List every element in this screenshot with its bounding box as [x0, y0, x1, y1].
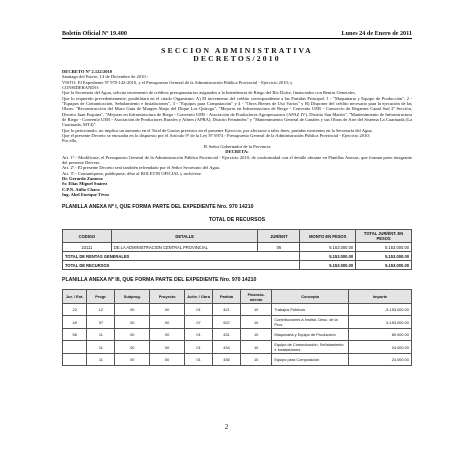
annex-1-title: PLANILLA ANEXA Nº I, QUE FORMA PARTE DEL EXPEDIENTE Nro. 970 14210	[62, 204, 254, 211]
decree-number: DECRETO Nº 2.122/2010	[62, 69, 113, 74]
resources-table	[62, 229, 412, 270]
column-header: CODIGO	[63, 230, 112, 243]
decree-body	[62, 69, 412, 197]
annex-1-subtitle: TOTAL DE RECURSOS	[208, 217, 266, 224]
cell-activity: 01	[185, 304, 213, 316]
table-row	[63, 341, 412, 354]
cell-concept: Equipo de Comunicación, Señalamiento e Instalaciones	[272, 341, 349, 354]
decree-place-date: Santiago del Estero, 14 de Diciembre de 2010.-	[62, 74, 149, 80]
cell-activity: 01	[185, 341, 213, 354]
section-title-sub: DECRETOS/2010	[193, 54, 281, 63]
cell-concept: Maquinaria y Equipo de Producción	[272, 329, 349, 341]
cell-amount: 5.153.000.00	[349, 316, 412, 329]
cell-jur	[63, 341, 87, 354]
cell-activity: 01	[185, 354, 213, 366]
column-header: Financia- miento	[240, 290, 271, 304]
decree-paragraph-4: Por ello,	[62, 138, 78, 144]
cell-amount: 24.000.00	[349, 341, 412, 354]
column-header: Partida	[213, 290, 241, 304]
cell-partida: 421	[213, 304, 241, 316]
decree-visto: VISTO: El Expediente Nº 970-142-2010, y el Presupuesto General de la Administración Pública Provincial - Ejercicio 2010; y	[62, 79, 293, 85]
cell-total: 5.153.000.00	[356, 243, 412, 252]
section-title-main: SECCION ADMINISTRATIVA	[161, 46, 313, 55]
decree-paragraph-3: Que el presente Decreto se encuadra en lo dispuesto por el Artículo 9º de la Ley Nº 6974 - Presupuesto General de la Administración Pública Provincial - Ejercicio 2010;	[62, 133, 370, 139]
cell-project: 00	[150, 329, 185, 341]
page-header	[62, 30, 412, 37]
cell-activity: 07	[185, 316, 213, 329]
signatory: C.P.N. Atilio Chara	[62, 186, 100, 192]
cell-prog: 11	[87, 354, 115, 366]
cell-partida: 431	[213, 329, 241, 341]
cell-project: 00	[150, 316, 185, 329]
bulletin-date: Lunes 24 de Enero de 2011	[341, 30, 412, 37]
cell-project: 00	[150, 354, 185, 366]
cell-jur-ent: 06	[258, 243, 300, 252]
cell-jur: 56	[63, 329, 87, 341]
total-label: TOTAL DE RENTAS GENERALES	[63, 252, 300, 261]
decree-governor-line: El Señor Gobernador de la Provincia	[203, 143, 271, 149]
column-header: TOTAL JUR/ENT. EN PESOS	[356, 230, 412, 243]
cell-project: 00	[150, 341, 185, 354]
cell-prog: 97	[87, 316, 115, 329]
cell-subprog: 00	[115, 354, 150, 366]
column-header: Activ. / Obra	[185, 290, 213, 304]
cell-amount: 80.000.00	[349, 329, 412, 341]
total-label: TOTAL DE RECURSOS	[63, 261, 300, 270]
decree-paragraph-2: Que lo peticionado, no implica un aumento en el Total de Gastos previstos en el presente Ejercicio, por afectarse a tales fines, partidas existentes en la Secretaría del Agua.	[62, 127, 373, 133]
annex-3-title: PLANILLA ANEXA Nº III, QUE FORMA PARTE DEL EXPEDIENTE Nro. 970 14210	[62, 277, 257, 284]
cell-detail: DE LA ADMINISTRACION CENTRAL PROVINCIAL	[111, 243, 258, 252]
table-header-row	[63, 230, 412, 243]
cell-financing: 10	[240, 316, 271, 329]
decree-considerando-label: CONSIDERANDO:	[62, 85, 100, 91]
table-row	[63, 304, 412, 316]
cell-concept: Equipo para Computación	[272, 354, 349, 366]
table-total-row	[63, 252, 412, 261]
cell-amount: 5.153.000.00	[300, 243, 356, 252]
cell-concept: Contribuciones a Institut. Desc. de la Prov.	[272, 316, 349, 329]
section-title	[62, 47, 412, 63]
column-header: Proyecto	[150, 290, 185, 304]
column-header: MONTO EN PESOS	[300, 230, 356, 243]
column-header: Progr.	[87, 290, 115, 304]
page-number: 2	[224, 423, 229, 431]
cell-activity: 01	[185, 329, 213, 341]
cell-partida: 922	[213, 316, 241, 329]
decree-article-1: Art. 1º.- Modifícase, el Presupuesto General de la Administración Pública Provincial - Ejercicio 2010, de conformidad con el detalle obrante en Planillas Anexas, que forman parte integrante del presente Decreto.	[62, 154, 412, 165]
decree-article-3: Art. 3º.- Comuníquese, publíquese, dése al BOLETIN OFICIAL y archívese.	[62, 170, 202, 176]
column-header: Concepto	[272, 290, 349, 304]
decree-considerando: Que la Secretaría del Agua, solicita incremento de créditos presupuestarios asignados a la Intendencia de Riego del Río Dulce, financiados con Rentas Generales.	[62, 90, 356, 96]
cell-subprog: 00	[115, 316, 150, 329]
table-row	[63, 243, 412, 252]
total-amount: 5.153.000.00	[300, 261, 356, 270]
table-row	[63, 354, 412, 366]
decree-paragraph-1: Que lo requerido precedentemente, posibilitará en el citado Organismo: A) El incremento del crédito correspondiente a las Partidas Principal: 1 - "Maquinaria y Equipo de Producción", 2 - "Equipos de Comunicación, Señalamiento e Instalaciones", 3 - "Equipos para Computación" y 4 - "Otros Bienes de Uso Varios" y B) Disponer del crédito necesario para la ejecución de las Obras: "Reconstrucción del Muro Guía de Margen Abajo del Dique Los Quiroga", "Mejoras en Infraestructura de Riego - Convenio UER - Consorcio de Regantes Canal Sud 2º Sección, Distrito Juan Esquina", "Mejoras en Infraestructura de Riego - Convenio UER - Asociación de Productores Agropecuarios (APAZ IV), Distrito San Martín", "Mantenimiento de Infraestructura de Riego - Convenio UER - Asociación de Productores Rurales y Afines (APRA), Distrito Fernández" y "Mantenimiento General de Canales y sus Obras de Arte del Sistema La Cuartuada (La Cuartuada, MT4)".	[62, 95, 412, 128]
cell-financing: 10	[240, 304, 271, 316]
cell-jur: 49	[63, 316, 87, 329]
table-header-row	[63, 290, 412, 304]
table-total-row	[63, 261, 412, 270]
table-row	[63, 329, 412, 341]
signatory: Ing. Abel Enrique Tévez	[62, 191, 110, 197]
cell-financing: 10	[240, 341, 271, 354]
total-amount: 5.153.000.00	[300, 252, 356, 261]
cell-subprog: 00	[115, 341, 150, 354]
cell-amount: -5.153.000.00	[349, 304, 412, 316]
cell-financing: 10	[240, 329, 271, 341]
cell-financing: 10	[240, 354, 271, 366]
total-jur-amount: 5.153.000.00	[356, 261, 412, 270]
cell-code: 23111	[63, 243, 112, 252]
signatory: Sr. Elías Miguel Suárez	[62, 181, 108, 187]
cell-partida: 434	[213, 341, 241, 354]
column-header: Subprog.	[115, 290, 150, 304]
decree-decreta: DECRETA:	[225, 149, 249, 155]
cell-project: 00	[150, 304, 185, 316]
column-header: Importe	[349, 290, 412, 304]
cell-amount: 24.000.00	[349, 354, 412, 366]
total-jur-amount: 5.153.000.00	[356, 252, 412, 261]
cell-concept: Trabajos Públicos	[272, 304, 349, 316]
cell-subprog: 00	[115, 304, 150, 316]
column-header: Jur. / Ent.	[63, 290, 87, 304]
cell-subprog: 00	[115, 329, 150, 341]
signatory: Dr. Gerardo Zamora	[62, 175, 103, 181]
cell-prog: 12	[87, 304, 115, 316]
cell-jur: 22	[63, 304, 87, 316]
table-row	[63, 316, 412, 329]
header-rule	[62, 38, 412, 39]
cell-prog: 11	[87, 341, 115, 354]
bulletin-number: Boletín Oficial Nº 19.400	[62, 30, 127, 37]
column-header: JUR/ENT	[258, 230, 300, 243]
gazette-page	[62, 30, 412, 366]
cell-prog: 11	[87, 329, 115, 341]
budget-table	[62, 289, 412, 366]
cell-jur	[63, 354, 87, 366]
decree-article-2: Art. 2º.- El presente Decreto será también refrendado por el Señor Secretario del Agua.	[62, 165, 221, 171]
cell-partida: 436	[213, 354, 241, 366]
column-header: DETALLE	[111, 230, 258, 243]
